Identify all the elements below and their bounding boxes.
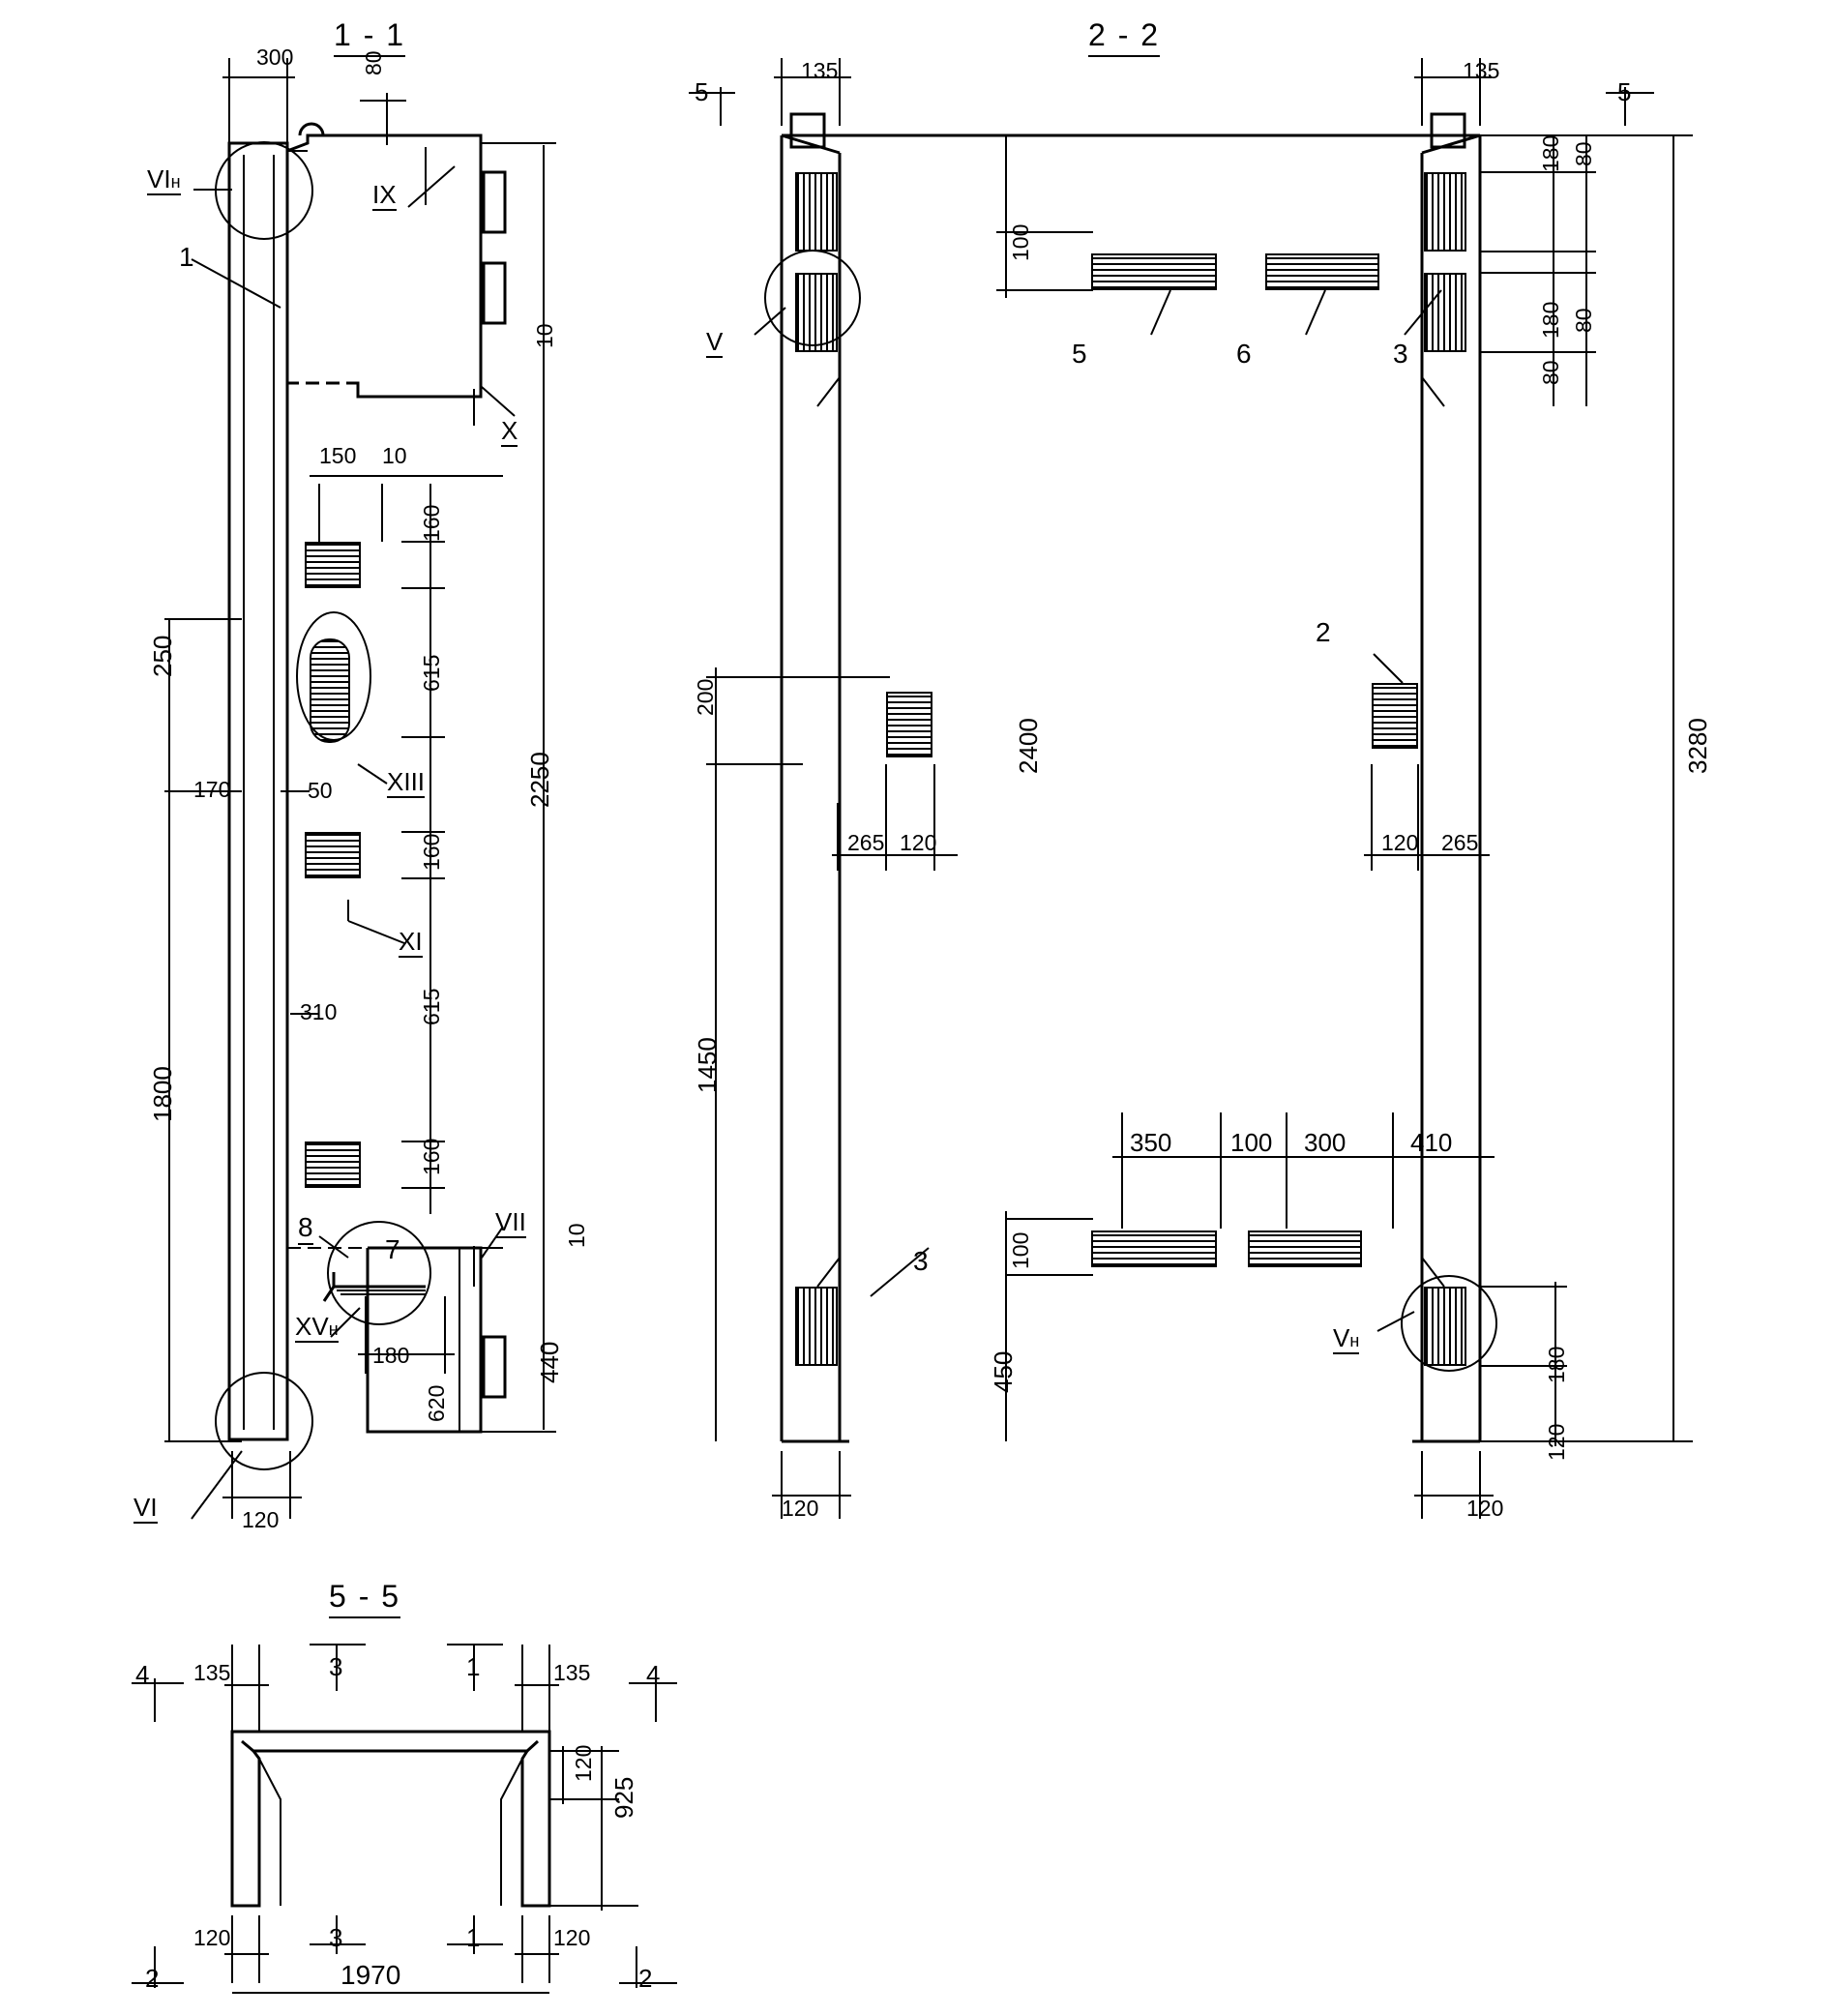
dim-100-mid: 100	[1230, 1128, 1273, 1157]
section-title-5-5: 5 - 5	[329, 1579, 400, 1615]
dim-50: 50	[308, 778, 333, 803]
dim-2250: 2250	[525, 752, 554, 808]
callout-6: 6	[1236, 339, 1252, 369]
dim-1800: 1800	[148, 1066, 177, 1122]
mark-xv-n: XVн	[295, 1312, 339, 1341]
dim-620: 620	[424, 1384, 449, 1422]
mark-vi-n: VIн	[147, 164, 181, 193]
dim-160-b: 160	[419, 833, 444, 871]
dim-450: 450	[989, 1350, 1018, 1393]
dim-120-foot-left: 120	[782, 1496, 819, 1521]
dim-180-bot: 180	[1544, 1346, 1569, 1383]
dim-120-bot: 120	[1544, 1423, 1569, 1461]
dim-80-b: 80	[1571, 308, 1596, 333]
mark-xi: XI	[399, 927, 423, 956]
dim-170: 170	[193, 777, 231, 802]
section-mark-3-bottom: 3	[329, 1923, 343, 1952]
dim-80-a: 80	[1571, 141, 1596, 166]
dim-120-left2: 120	[900, 830, 937, 855]
dim-250: 250	[148, 635, 177, 677]
dim-10-bottom: 10	[564, 1223, 589, 1248]
dim-180: 180	[372, 1343, 410, 1368]
callout-7: 7	[385, 1234, 400, 1264]
mark-x: X	[501, 416, 518, 445]
dim-1970: 1970	[340, 1960, 401, 1990]
dim-160-c: 160	[419, 1138, 444, 1175]
dim-135-right: 135	[1463, 58, 1500, 83]
dim-300: 300	[256, 44, 294, 70]
callout-3-top: 3	[1393, 339, 1408, 369]
dim-80: 80	[361, 50, 386, 75]
mark-ix: IX	[372, 180, 397, 209]
dim-10-top: 10	[532, 323, 557, 348]
dim-100-bot: 100	[1008, 1231, 1033, 1269]
section-mark-5-left: 5	[695, 77, 709, 106]
section-mark-2-right: 2	[638, 1964, 653, 1993]
section-mark-3-top: 3	[329, 1652, 343, 1681]
callout-3-bottom: 3	[913, 1246, 929, 1276]
dim-925: 925	[609, 1776, 638, 1819]
dim-120-5c: 120	[553, 1925, 591, 1950]
dim-350: 350	[1130, 1128, 1172, 1157]
callout-5: 5	[1072, 339, 1087, 369]
dim-180-a: 180	[1538, 134, 1563, 172]
section-mark-4-left: 4	[135, 1660, 150, 1689]
callout-2: 2	[1316, 617, 1331, 647]
dim-180-b: 180	[1538, 301, 1563, 339]
mark-vi: VI	[133, 1493, 158, 1522]
dim-200: 200	[693, 678, 718, 716]
section-title-2-2: 2 - 2	[1088, 17, 1160, 53]
section-mark-1-top: 1	[466, 1652, 481, 1681]
dim-440: 440	[535, 1341, 564, 1383]
dim-120-left: 120	[242, 1507, 280, 1532]
dim-120-foot-right: 120	[1466, 1496, 1504, 1521]
dim-100-top: 100	[1008, 223, 1033, 261]
dim-1450: 1450	[693, 1037, 722, 1093]
dim-265-left: 265	[847, 830, 885, 855]
callout-1: 1	[179, 242, 194, 272]
dim-265-right: 265	[1441, 830, 1479, 855]
section-mark-1-bottom: 1	[466, 1923, 481, 1952]
dim-615-a: 615	[419, 654, 444, 692]
section-mark-5-right: 5	[1617, 77, 1632, 106]
dim-615-b: 615	[419, 988, 444, 1025]
dim-120-right: 120	[1381, 830, 1419, 855]
dim-150: 150	[319, 443, 357, 468]
dim-3280: 3280	[1683, 718, 1712, 774]
dim-310: 310	[300, 999, 338, 1024]
section-title-1-1: 1 - 1	[334, 17, 405, 53]
dim-135-left: 135	[801, 58, 839, 83]
dim-300: 300	[1304, 1128, 1347, 1157]
mark-xiii: XIII	[387, 767, 426, 796]
mark-v-n: Vн	[1333, 1323, 1360, 1352]
mark-vii: VII	[495, 1207, 526, 1236]
dim-2400: 2400	[1014, 718, 1043, 774]
section-mark-4-right: 4	[646, 1660, 661, 1689]
mark-v: V	[706, 327, 724, 356]
dim-10-mid: 10	[382, 443, 407, 468]
callout-8: 8	[298, 1214, 313, 1245]
dim-80-c: 80	[1538, 360, 1563, 385]
dim-135-left-5: 135	[193, 1660, 231, 1685]
dim-120-5a: 120	[571, 1744, 596, 1782]
dim-160-a: 160	[419, 504, 444, 542]
dim-120-5b: 120	[193, 1925, 231, 1950]
dim-410: 410	[1410, 1128, 1453, 1157]
section-mark-2-left: 2	[145, 1964, 160, 1993]
dim-135-right-5: 135	[553, 1660, 591, 1685]
